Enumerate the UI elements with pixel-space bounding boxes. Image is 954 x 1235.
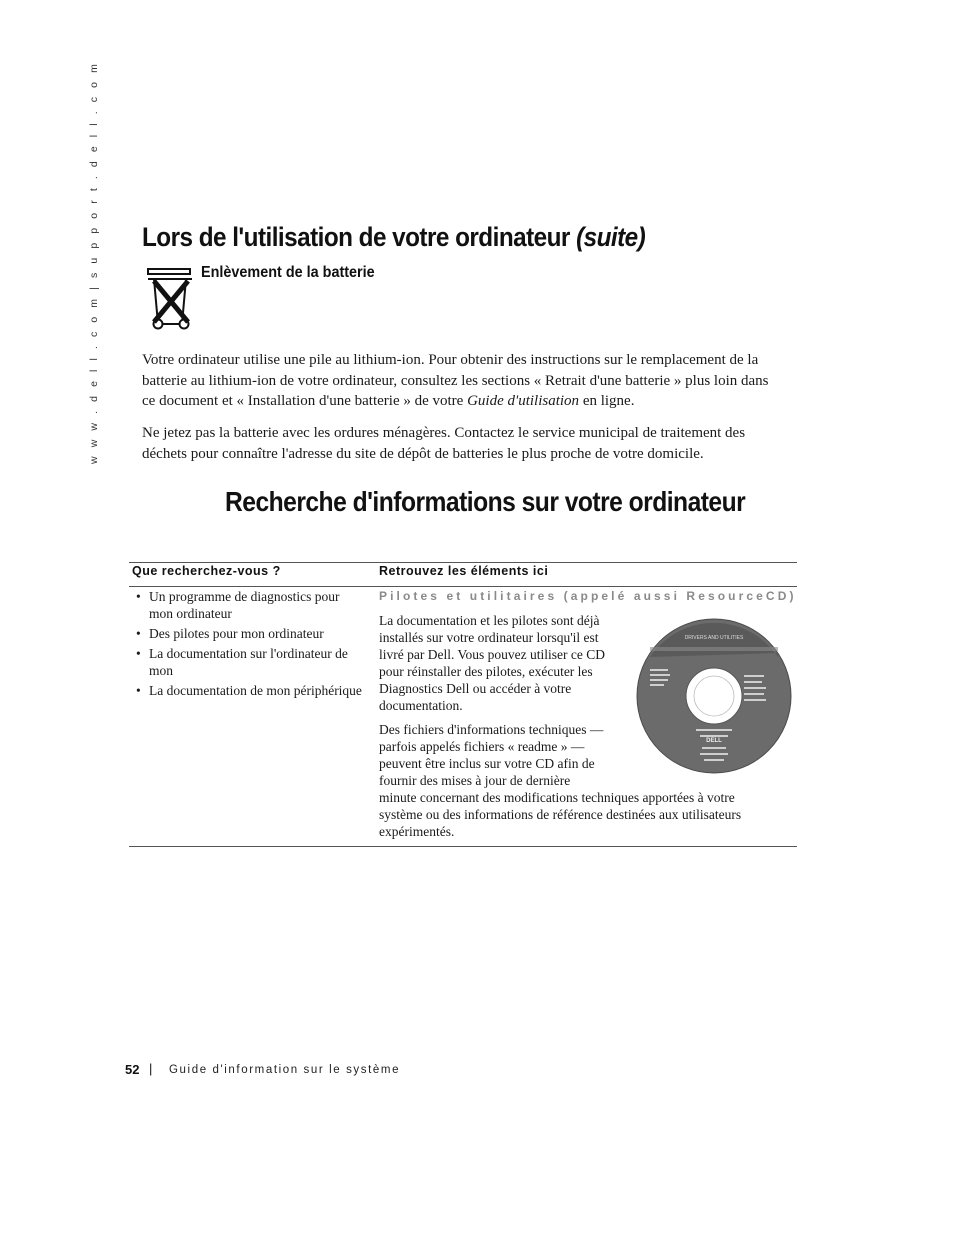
resource-cd-heading: Pilotes et utilitaires (appelé aussi ResourceCD) bbox=[379, 589, 797, 603]
footer-doc-title: Guide d'information sur le système bbox=[169, 1064, 401, 1076]
side-margin-url bbox=[84, 61, 104, 470]
list-item: • Un programme de diagnostics pour mon ordinateur bbox=[133, 588, 365, 622]
cd-brand-logo: DELL bbox=[706, 738, 722, 744]
list-item: • La documentation sur l'ordinateur de mon bbox=[133, 645, 365, 679]
section-title-battery bbox=[142, 222, 645, 253]
resource-cd-image bbox=[636, 617, 792, 775]
section-title-suffix: (suite) bbox=[576, 222, 646, 252]
resource-cd-paragraph-2: Des fichiers d'informations techniques — parfois appelés fichiers « readme » — peuvent être inclus sur votre CD afin de fournir des mises à jour de dernière minute concernant des modifications techniques apportées à votre système ou des informations de référence destinées aux utilisateurs expérimentés. bbox=[379, 722, 742, 839]
user-guide-title: Guide d'utilisation bbox=[467, 393, 580, 409]
section-title-main: Lors de l'utilisation de votre ordinateur bbox=[142, 222, 577, 252]
list-item: • La documentation de mon périphérique bbox=[133, 682, 365, 699]
section-title-find-info: Recherche d'informations sur votre ordinateur bbox=[225, 486, 746, 517]
page-number: 52 bbox=[125, 1062, 140, 1077]
crossed-out-wheelie-bin-icon bbox=[146, 266, 194, 330]
table-top-rule bbox=[129, 562, 797, 563]
battery-paragraph-2: Ne jetez pas la batterie avec les ordures ménagères. Contactez le service municipal de traitement des déchets pour connaître l'adresse du site de dépôt de batteries le plus proche de votre domicile. bbox=[142, 425, 746, 462]
table-header-rule bbox=[129, 586, 797, 587]
cd-label-top: DRIVERS AND UTILITIES bbox=[684, 635, 744, 641]
lookup-bullet-list bbox=[133, 588, 365, 702]
battery-paragraph-1: Votre ordinateur utilise une pile au lithium-ion. Pour obtenir des instructions sur le remplacement de la batterie au lithium-ion de votre ordinateur, consultez les sections « Retrait d'une batterie » plus loin dans ce document et « Installation d'une batterie » de votre Guide d'utilisation en ligne. bbox=[142, 352, 769, 409]
table-bottom-rule bbox=[129, 846, 797, 847]
footer-separator: | bbox=[149, 1061, 153, 1076]
table-header-what: Que recherchez-vous ? bbox=[132, 564, 281, 578]
table-header-where: Retrouvez les éléments ici bbox=[379, 564, 549, 578]
list-item: • Des pilotes pour mon ordinateur bbox=[133, 625, 365, 642]
subsection-title-battery-removal: Enlèvement de la batterie bbox=[201, 264, 375, 281]
resource-cd-paragraph-1: La documentation et les pilotes sont déjà installés sur votre ordinateur lorsqu'il est livré par Dell. Vous pouvez utiliser ce CD pour réinstaller des pilotes, exécuter les Diagnostics Dell ou accéder à votre documentation. bbox=[379, 613, 605, 713]
side-margin-url-text: w w w . d e l l . c o m | s u p p o r t . d e l l . c o m bbox=[88, 61, 100, 464]
